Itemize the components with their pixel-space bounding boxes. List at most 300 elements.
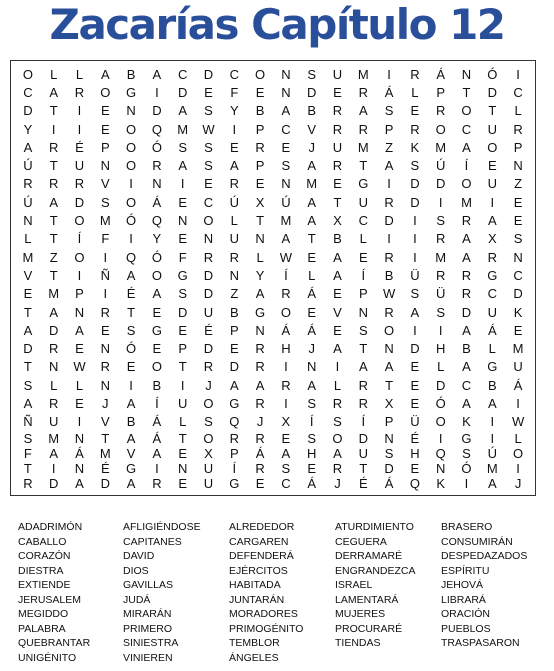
grid-cell[interactable]: C: [229, 66, 239, 82]
grid-cell[interactable]: R: [332, 103, 343, 119]
grid-cell[interactable]: F: [101, 231, 110, 247]
grid-cell[interactable]: N: [513, 249, 523, 265]
grid-cell[interactable]: R: [358, 84, 368, 100]
grid-cell[interactable]: S: [436, 304, 446, 320]
grid-cell[interactable]: M: [177, 121, 189, 137]
grid-cell[interactable]: Ü: [410, 267, 420, 283]
grid-cell[interactable]: Á: [384, 84, 394, 100]
grid-cell[interactable]: O: [74, 213, 85, 229]
grid-cell[interactable]: L: [514, 103, 522, 119]
grid-cell[interactable]: B: [384, 267, 394, 283]
grid-cell[interactable]: S: [513, 231, 523, 247]
grid-cell[interactable]: I: [490, 414, 495, 430]
grid-cell[interactable]: R: [332, 460, 343, 476]
grid-cell[interactable]: C: [513, 267, 523, 283]
grid-cell[interactable]: K: [462, 414, 471, 430]
grid-cell[interactable]: I: [464, 475, 469, 491]
grid-cell[interactable]: A: [229, 377, 239, 393]
grid-cell[interactable]: G: [358, 176, 369, 192]
grid-cell[interactable]: I: [413, 213, 417, 229]
grid-cell[interactable]: O: [461, 103, 472, 119]
grid-cell[interactable]: D: [436, 377, 446, 393]
grid-cell[interactable]: D: [384, 213, 394, 229]
grid-cell[interactable]: A: [307, 213, 317, 229]
grid-cell[interactable]: S: [204, 139, 213, 155]
grid-cell[interactable]: W: [382, 286, 396, 302]
grid-cell[interactable]: N: [100, 377, 110, 393]
grid-cell[interactable]: V: [100, 414, 110, 430]
grid-cell[interactable]: S: [281, 158, 291, 174]
grid-cell[interactable]: M: [512, 341, 524, 357]
grid-cell[interactable]: D: [152, 103, 162, 119]
grid-cell[interactable]: I: [387, 176, 391, 192]
grid-cell[interactable]: Ú: [229, 194, 239, 210]
grid-cell[interactable]: H: [410, 445, 420, 461]
grid-cell[interactable]: A: [100, 66, 110, 82]
grid-cell[interactable]: O: [151, 267, 162, 283]
grid-cell[interactable]: Ó: [487, 66, 498, 82]
grid-cell[interactable]: G: [229, 396, 240, 412]
grid-cell[interactable]: U: [358, 445, 368, 461]
grid-cell[interactable]: É: [204, 322, 213, 338]
grid-cell[interactable]: M: [486, 460, 498, 476]
grid-cell[interactable]: T: [359, 158, 368, 174]
grid-cell[interactable]: R: [358, 377, 368, 393]
grid-cell[interactable]: I: [103, 286, 108, 302]
grid-cell[interactable]: Á: [487, 322, 497, 338]
grid-cell[interactable]: N: [152, 176, 162, 192]
grid-cell[interactable]: R: [255, 396, 265, 412]
grid-cell[interactable]: R: [436, 103, 446, 119]
grid-cell[interactable]: R: [513, 121, 523, 137]
grid-cell[interactable]: M: [461, 194, 472, 210]
grid-cell[interactable]: A: [178, 103, 188, 119]
grid-cell[interactable]: E: [487, 158, 497, 174]
grid-cell[interactable]: A: [152, 445, 162, 461]
grid-cell[interactable]: A: [307, 377, 317, 393]
grid-cell[interactable]: É: [410, 430, 420, 446]
grid-cell[interactable]: F: [230, 84, 239, 100]
grid-cell[interactable]: A: [75, 475, 84, 491]
grid-cell[interactable]: I: [413, 231, 417, 247]
grid-cell[interactable]: A: [384, 359, 394, 375]
grid-cell[interactable]: X: [255, 194, 265, 210]
grid-cell[interactable]: T: [23, 359, 32, 375]
grid-cell[interactable]: A: [281, 103, 291, 119]
grid-cell[interactable]: N: [74, 430, 85, 446]
grid-cell[interactable]: E: [255, 475, 265, 491]
grid-cell[interactable]: Á: [307, 286, 317, 302]
grid-cell[interactable]: I: [77, 267, 82, 283]
grid-cell[interactable]: N: [281, 176, 291, 192]
grid-cell[interactable]: Á: [152, 194, 162, 210]
grid-cell[interactable]: E: [333, 176, 342, 192]
grid-cell[interactable]: Á: [255, 445, 265, 461]
grid-cell[interactable]: Z: [230, 286, 239, 302]
grid-cell[interactable]: E: [307, 249, 317, 265]
grid-cell[interactable]: U: [487, 304, 497, 320]
grid-cell[interactable]: D: [203, 66, 214, 82]
grid-cell[interactable]: Q: [151, 121, 162, 137]
grid-cell[interactable]: I: [438, 322, 443, 338]
grid-cell[interactable]: G: [126, 84, 137, 100]
grid-cell[interactable]: M: [99, 213, 111, 229]
grid-cell[interactable]: N: [461, 66, 472, 82]
grid-cell[interactable]: Z: [49, 249, 58, 265]
grid-cell[interactable]: J: [102, 396, 109, 412]
grid-cell[interactable]: M: [435, 139, 447, 155]
grid-cell[interactable]: G: [126, 460, 137, 476]
grid-cell[interactable]: O: [280, 304, 291, 320]
grid-cell[interactable]: I: [129, 176, 133, 192]
grid-cell[interactable]: S: [204, 414, 213, 430]
grid-cell[interactable]: C: [178, 66, 188, 82]
grid-cell[interactable]: L: [75, 377, 84, 393]
grid-cell[interactable]: R: [461, 286, 472, 302]
grid-cell[interactable]: Á: [152, 414, 162, 430]
grid-cell[interactable]: D: [100, 475, 110, 491]
grid-cell[interactable]: A: [487, 475, 497, 491]
grid-cell[interactable]: P: [178, 341, 188, 357]
grid-cell[interactable]: R: [281, 286, 291, 302]
grid-cell[interactable]: V: [307, 121, 317, 137]
grid-cell[interactable]: T: [178, 430, 187, 446]
grid-cell[interactable]: A: [126, 475, 136, 491]
grid-cell[interactable]: P: [255, 121, 265, 137]
grid-cell[interactable]: A: [23, 396, 33, 412]
grid-cell[interactable]: Í: [155, 396, 159, 412]
grid-cell[interactable]: E: [410, 396, 420, 412]
grid-cell[interactable]: R: [152, 158, 162, 174]
grid-cell[interactable]: D: [358, 430, 368, 446]
grid-cell[interactable]: I: [155, 84, 159, 100]
grid-cell[interactable]: R: [229, 249, 239, 265]
grid-cell[interactable]: P: [75, 286, 84, 302]
grid-cell[interactable]: Y: [255, 267, 265, 283]
grid-cell[interactable]: A: [23, 322, 33, 338]
grid-cell[interactable]: T: [462, 84, 471, 100]
grid-cell[interactable]: A: [126, 396, 136, 412]
grid-cell[interactable]: V: [23, 267, 33, 283]
grid-cell[interactable]: N: [255, 322, 265, 338]
grid-cell[interactable]: D: [23, 341, 33, 357]
grid-cell[interactable]: U: [332, 66, 343, 82]
grid-cell[interactable]: E: [204, 176, 213, 192]
grid-cell[interactable]: L: [75, 66, 84, 82]
grid-cell[interactable]: D: [410, 176, 420, 192]
grid-cell[interactable]: É: [126, 286, 136, 302]
grid-cell[interactable]: R: [487, 249, 497, 265]
grid-cell[interactable]: A: [462, 322, 471, 338]
grid-cell[interactable]: E: [152, 341, 162, 357]
grid-cell[interactable]: O: [151, 359, 162, 375]
grid-cell[interactable]: Í: [464, 158, 469, 174]
grid-cell[interactable]: O: [487, 139, 498, 155]
grid-cell[interactable]: M: [22, 249, 34, 265]
grid-cell[interactable]: U: [203, 475, 214, 491]
grid-cell[interactable]: Ú: [23, 194, 33, 210]
grid-cell[interactable]: D: [461, 304, 472, 320]
grid-cell[interactable]: I: [387, 66, 391, 82]
grid-cell[interactable]: A: [462, 249, 471, 265]
grid-cell[interactable]: O: [74, 249, 85, 265]
grid-cell[interactable]: Ñ: [23, 414, 33, 430]
grid-cell[interactable]: Q: [126, 249, 137, 265]
grid-cell[interactable]: N: [23, 213, 33, 229]
grid-cell[interactable]: R: [461, 213, 472, 229]
grid-cell[interactable]: M: [306, 176, 318, 192]
grid-cell[interactable]: P: [436, 84, 446, 100]
grid-cell[interactable]: L: [179, 414, 187, 430]
grid-cell[interactable]: A: [281, 231, 291, 247]
grid-cell[interactable]: R: [332, 158, 343, 174]
grid-cell[interactable]: R: [358, 121, 368, 137]
grid-cell[interactable]: S: [23, 430, 33, 446]
grid-cell[interactable]: P: [229, 322, 239, 338]
grid-cell[interactable]: R: [461, 267, 472, 283]
grid-cell[interactable]: Y: [152, 231, 162, 247]
grid-cell[interactable]: B: [126, 66, 136, 82]
grid-cell[interactable]: E: [333, 286, 342, 302]
grid-cell[interactable]: S: [307, 396, 317, 412]
grid-cell[interactable]: R: [152, 475, 162, 491]
grid-cell[interactable]: B: [462, 341, 471, 357]
grid-cell[interactable]: O: [22, 66, 33, 82]
grid-cell[interactable]: T: [101, 430, 110, 446]
grid-cell[interactable]: S: [100, 194, 110, 210]
grid-cell[interactable]: Á: [513, 377, 523, 393]
grid-cell[interactable]: P: [513, 139, 523, 155]
grid-cell[interactable]: D: [436, 176, 446, 192]
grid-cell[interactable]: I: [490, 430, 495, 446]
grid-cell[interactable]: O: [126, 121, 137, 137]
grid-cell[interactable]: Q: [229, 414, 240, 430]
grid-cell[interactable]: E: [513, 213, 523, 229]
grid-cell[interactable]: S: [410, 286, 420, 302]
grid-cell[interactable]: A: [75, 322, 84, 338]
grid-cell[interactable]: H: [307, 445, 317, 461]
grid-cell[interactable]: T: [23, 460, 32, 476]
grid-cell[interactable]: U: [332, 139, 343, 155]
grid-cell[interactable]: S: [204, 103, 213, 119]
grid-cell[interactable]: S: [307, 66, 317, 82]
grid-cell[interactable]: D: [203, 286, 214, 302]
grid-cell[interactable]: S: [178, 286, 188, 302]
grid-cell[interactable]: E: [23, 286, 33, 302]
grid-cell[interactable]: P: [384, 121, 394, 137]
grid-cell[interactable]: C: [23, 84, 33, 100]
grid-cell[interactable]: N: [229, 267, 239, 283]
grid-cell[interactable]: U: [74, 158, 85, 174]
grid-cell[interactable]: S: [23, 377, 33, 393]
grid-cell[interactable]: N: [384, 341, 394, 357]
grid-cell[interactable]: R: [255, 139, 265, 155]
grid-cell[interactable]: R: [384, 304, 394, 320]
grid-cell[interactable]: G: [487, 359, 498, 375]
grid-cell[interactable]: T: [49, 213, 58, 229]
grid-cell[interactable]: D: [513, 286, 523, 302]
grid-cell[interactable]: G: [255, 304, 266, 320]
grid-cell[interactable]: E: [255, 176, 265, 192]
grid-cell[interactable]: A: [333, 249, 342, 265]
grid-cell[interactable]: B: [487, 377, 497, 393]
grid-cell[interactable]: D: [410, 194, 420, 210]
grid-cell[interactable]: I: [284, 359, 288, 375]
grid-cell[interactable]: Í: [361, 414, 366, 430]
grid-cell[interactable]: N: [513, 158, 523, 174]
grid-cell[interactable]: Í: [361, 267, 366, 283]
grid-cell[interactable]: Ú: [436, 158, 446, 174]
grid-cell[interactable]: R: [49, 176, 59, 192]
grid-cell[interactable]: W: [202, 121, 215, 137]
grid-cell[interactable]: G: [487, 267, 498, 283]
grid-cell[interactable]: Ú: [281, 194, 291, 210]
grid-cell[interactable]: H: [436, 341, 446, 357]
grid-cell[interactable]: A: [333, 341, 342, 357]
grid-cell[interactable]: O: [513, 445, 524, 461]
grid-cell[interactable]: A: [462, 139, 471, 155]
grid-cell[interactable]: R: [436, 231, 446, 247]
grid-cell[interactable]: T: [23, 304, 32, 320]
grid-cell[interactable]: G: [177, 267, 188, 283]
grid-cell[interactable]: R: [384, 194, 394, 210]
grid-cell[interactable]: O: [384, 322, 395, 338]
grid-cell[interactable]: R: [410, 66, 420, 82]
grid-cell[interactable]: R: [49, 396, 59, 412]
grid-cell[interactable]: U: [487, 121, 497, 137]
grid-cell[interactable]: F: [178, 249, 187, 265]
grid-cell[interactable]: E: [178, 475, 188, 491]
grid-cell[interactable]: T: [385, 377, 394, 393]
grid-cell[interactable]: A: [49, 194, 59, 210]
grid-cell[interactable]: V: [100, 176, 110, 192]
grid-cell[interactable]: E: [75, 341, 84, 357]
grid-cell[interactable]: Í: [77, 231, 82, 247]
grid-cell[interactable]: G: [151, 322, 162, 338]
grid-cell[interactable]: L: [50, 377, 58, 393]
grid-cell[interactable]: B: [126, 414, 136, 430]
grid-cell[interactable]: Z: [385, 139, 394, 155]
grid-cell[interactable]: E: [281, 430, 291, 446]
grid-cell[interactable]: A: [49, 84, 59, 100]
grid-cell[interactable]: M: [48, 286, 60, 302]
grid-cell[interactable]: R: [49, 341, 59, 357]
grid-cell[interactable]: V: [126, 445, 136, 461]
grid-cell[interactable]: E: [513, 194, 523, 210]
grid-cell[interactable]: B: [229, 304, 239, 320]
grid-cell[interactable]: R: [74, 176, 85, 192]
grid-cell[interactable]: N: [126, 103, 136, 119]
grid-cell[interactable]: I: [413, 322, 417, 338]
grid-cell[interactable]: R: [100, 359, 110, 375]
grid-cell[interactable]: A: [255, 286, 265, 302]
grid-cell[interactable]: E: [204, 84, 213, 100]
grid-cell[interactable]: E: [100, 103, 110, 119]
grid-cell[interactable]: I: [284, 396, 288, 412]
grid-cell[interactable]: C: [281, 475, 291, 491]
grid-cell[interactable]: T: [49, 103, 58, 119]
grid-cell[interactable]: N: [100, 341, 110, 357]
grid-cell[interactable]: E: [178, 194, 188, 210]
grid-cell[interactable]: Á: [152, 430, 162, 446]
grid-cell[interactable]: P: [255, 158, 265, 174]
grid-cell[interactable]: T: [178, 359, 187, 375]
grid-cell[interactable]: B: [255, 103, 265, 119]
grid-cell[interactable]: A: [152, 286, 162, 302]
grid-cell[interactable]: Á: [75, 445, 84, 461]
grid-cell[interactable]: A: [126, 267, 136, 283]
grid-cell[interactable]: I: [516, 460, 520, 476]
grid-cell[interactable]: N: [307, 359, 317, 375]
grid-cell[interactable]: L: [50, 66, 58, 82]
grid-cell[interactable]: J: [308, 139, 315, 155]
grid-cell[interactable]: S: [462, 445, 471, 461]
grid-cell[interactable]: M: [435, 249, 447, 265]
grid-cell[interactable]: E: [307, 460, 317, 476]
grid-cell[interactable]: A: [178, 158, 188, 174]
grid-cell[interactable]: S: [178, 139, 188, 155]
grid-cell[interactable]: A: [333, 267, 342, 283]
grid-cell[interactable]: O: [126, 158, 137, 174]
grid-cell[interactable]: I: [180, 176, 185, 192]
grid-cell[interactable]: Y: [229, 103, 239, 119]
grid-cell[interactable]: L: [24, 231, 32, 247]
grid-cell[interactable]: E: [410, 377, 420, 393]
grid-cell[interactable]: A: [23, 139, 33, 155]
grid-cell[interactable]: A: [126, 430, 136, 446]
grid-cell[interactable]: Í: [284, 267, 288, 283]
grid-cell[interactable]: Á: [436, 66, 446, 82]
grid-cell[interactable]: D: [487, 84, 497, 100]
grid-cell[interactable]: E: [178, 445, 188, 461]
grid-cell[interactable]: I: [77, 414, 82, 430]
grid-cell[interactable]: T: [359, 460, 368, 476]
grid-cell[interactable]: E: [333, 84, 342, 100]
grid-cell[interactable]: I: [438, 430, 443, 446]
grid-cell[interactable]: N: [384, 430, 394, 446]
grid-cell[interactable]: W: [279, 249, 293, 265]
grid-cell[interactable]: U: [229, 231, 239, 247]
grid-cell[interactable]: R: [255, 359, 265, 375]
grid-cell[interactable]: U: [178, 396, 188, 412]
grid-cell[interactable]: A: [487, 396, 497, 412]
grid-cell[interactable]: L: [437, 359, 445, 375]
grid-cell[interactable]: U: [513, 359, 523, 375]
grid-cell[interactable]: R: [436, 267, 446, 283]
grid-cell[interactable]: O: [255, 66, 266, 82]
grid-cell[interactable]: T: [307, 231, 316, 247]
grid-cell[interactable]: D: [49, 322, 59, 338]
grid-cell[interactable]: N: [178, 213, 188, 229]
grid-cell[interactable]: Á: [384, 475, 394, 491]
grid-cell[interactable]: S: [281, 460, 291, 476]
grid-cell[interactable]: R: [100, 304, 110, 320]
grid-cell[interactable]: M: [357, 66, 369, 82]
grid-cell[interactable]: E: [100, 322, 110, 338]
grid-cell[interactable]: A: [229, 158, 239, 174]
grid-cell[interactable]: D: [49, 475, 59, 491]
grid-cell[interactable]: É: [358, 475, 368, 491]
grid-cell[interactable]: I: [335, 359, 340, 375]
grid-cell[interactable]: R: [255, 430, 265, 446]
grid-cell[interactable]: W: [511, 414, 525, 430]
grid-cell[interactable]: C: [461, 121, 472, 137]
grid-cell[interactable]: S: [333, 414, 342, 430]
grid-cell[interactable]: L: [514, 430, 522, 446]
grid-cell[interactable]: X: [487, 231, 497, 247]
grid-cell[interactable]: Í: [309, 414, 314, 430]
grid-cell[interactable]: P: [384, 414, 394, 430]
